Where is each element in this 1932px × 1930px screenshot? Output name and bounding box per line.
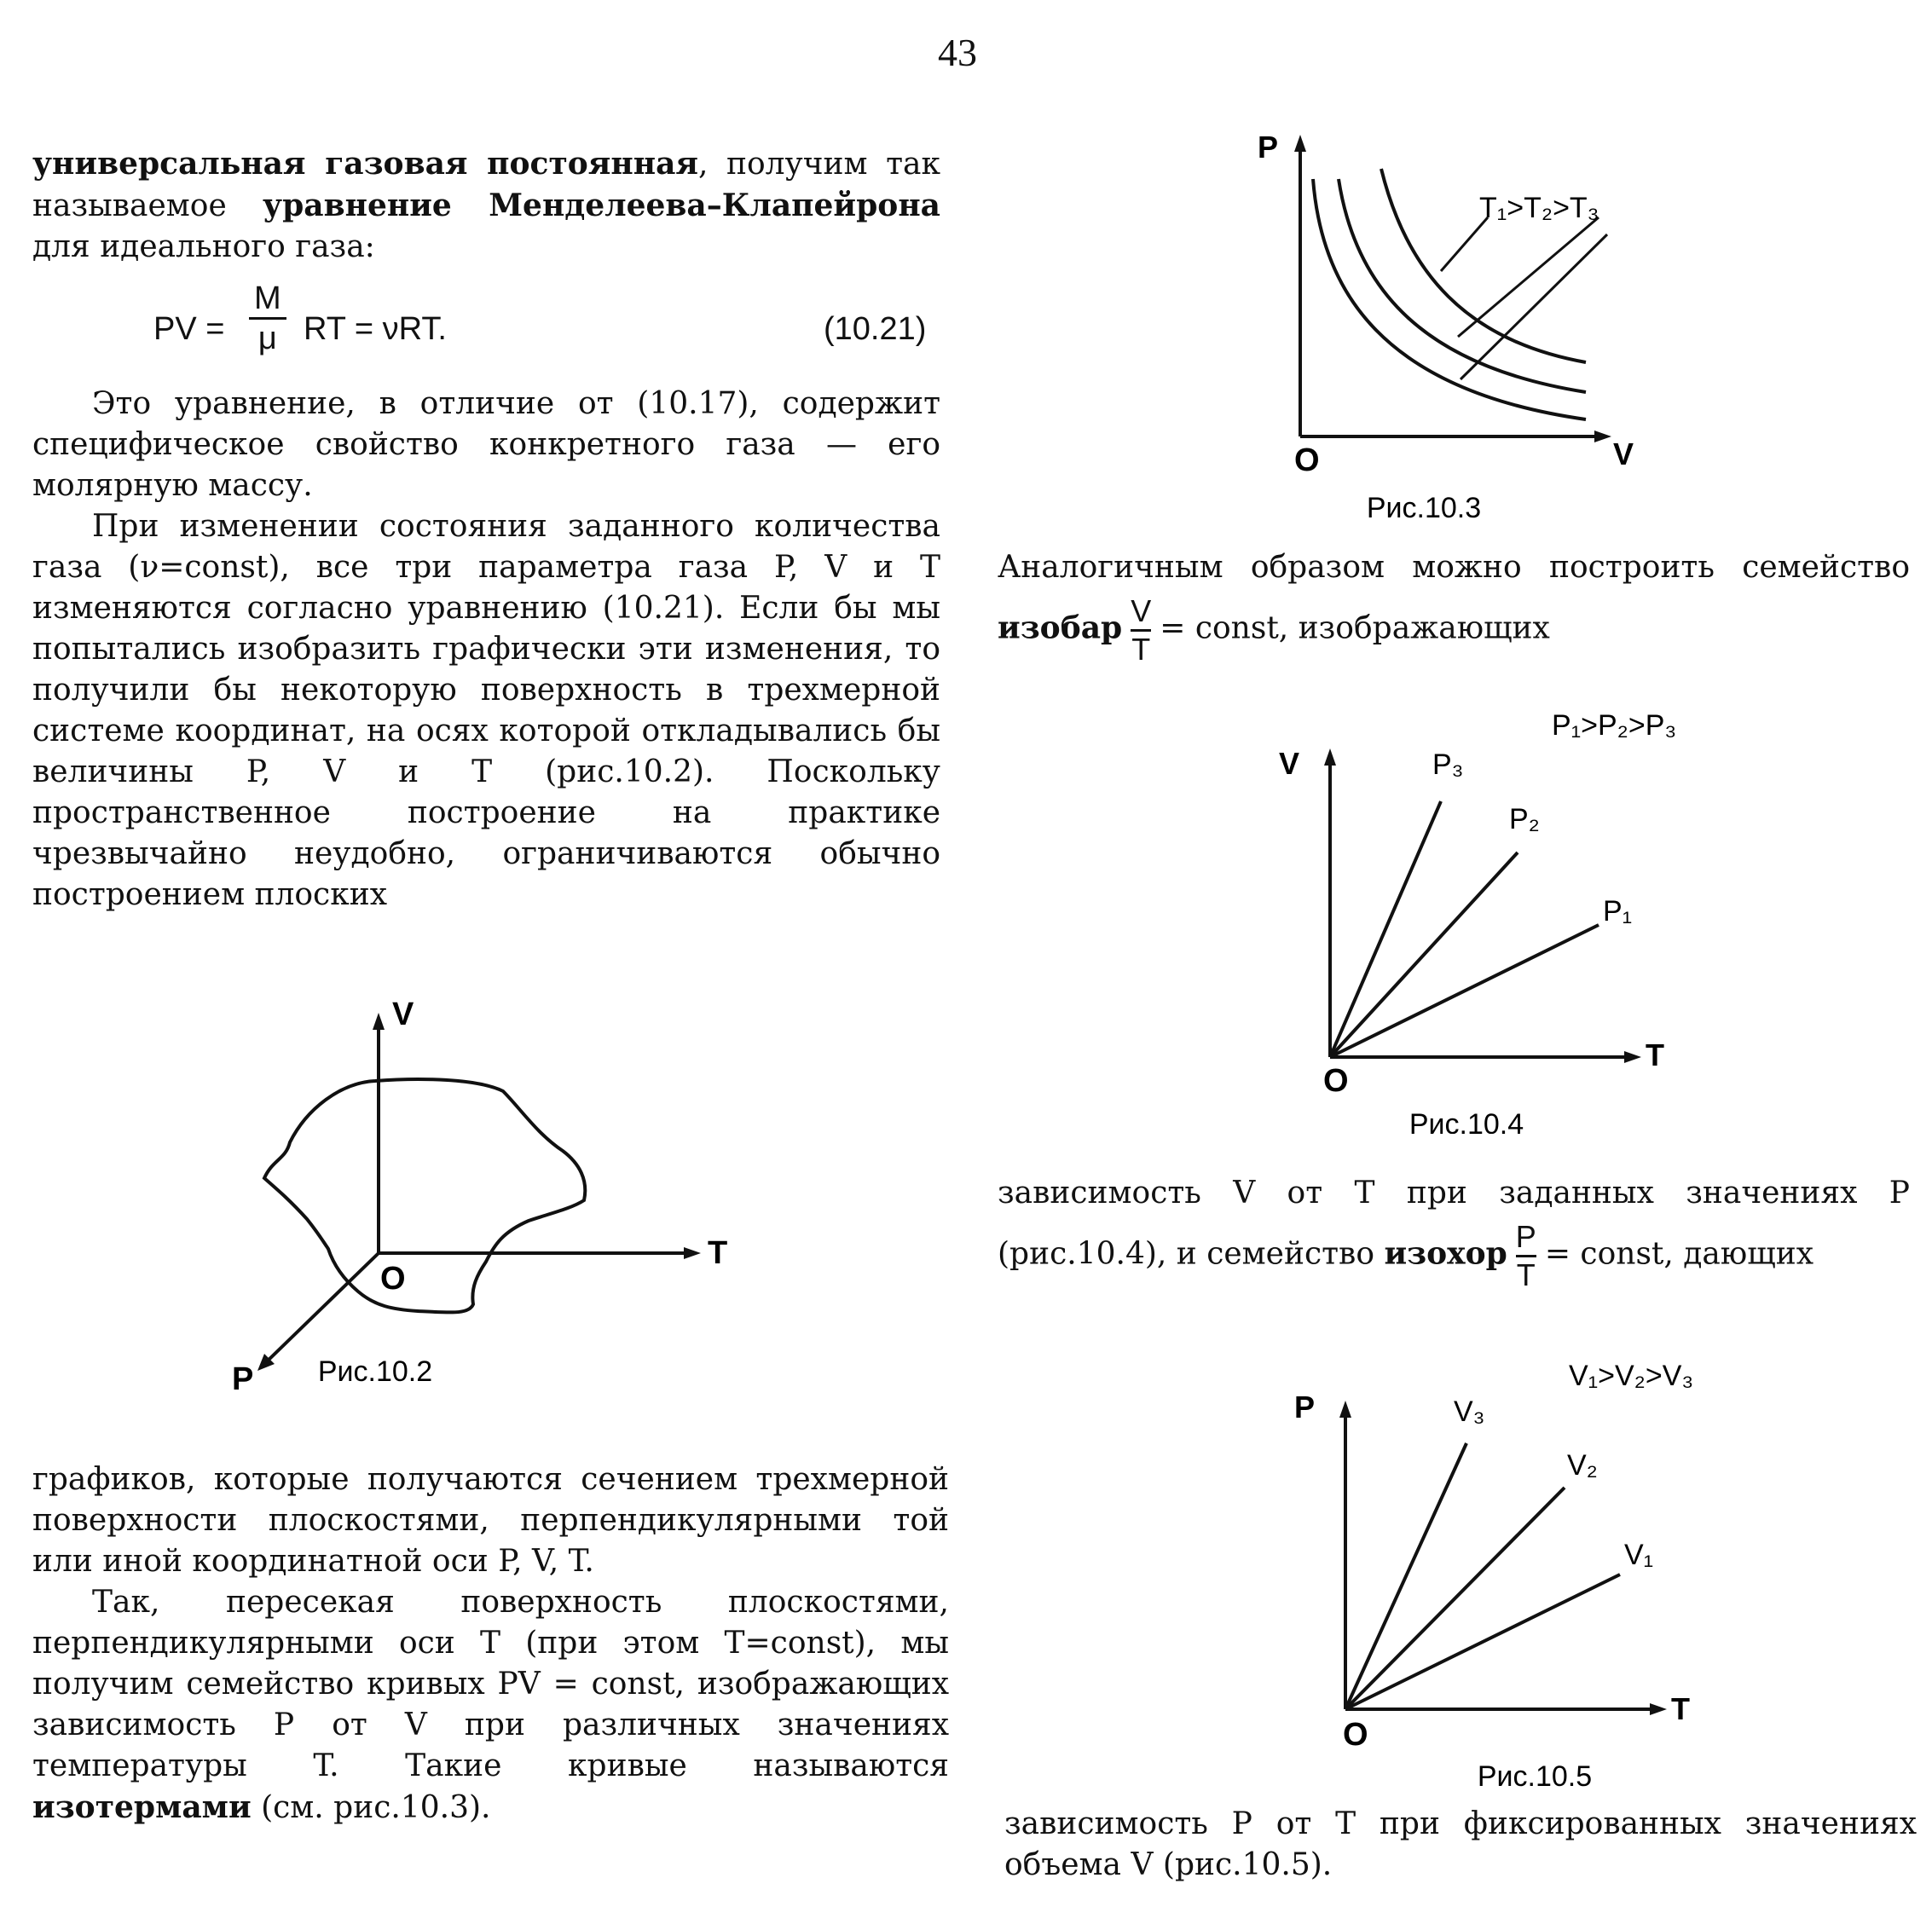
- fig104-axis-t: T: [1646, 1037, 1664, 1072]
- page-number: 43: [938, 31, 977, 74]
- fig102-axis-t: T: [708, 1235, 728, 1271]
- figure-10-5: [1279, 1351, 1722, 1794]
- fig102-axis-v: V: [392, 997, 414, 1032]
- fig102-axis-p: P: [232, 1361, 254, 1397]
- fig103-legend: T₁>T₂>T₃: [1479, 192, 1599, 224]
- fig105-label-v3: V₃: [1454, 1395, 1485, 1428]
- figure-10-2: [222, 989, 767, 1398]
- figure-10-3: [1245, 119, 1654, 529]
- fig104-label-p2: P₂: [1509, 803, 1540, 835]
- fig104-legend: P₁>P₂>P₃: [1552, 709, 1677, 742]
- left-column-lower: [32, 1459, 949, 1829]
- fig104-label-p3: P₃: [1432, 748, 1464, 781]
- fig103-caption: Рис.10.3: [1366, 492, 1482, 524]
- paragraph-state-change: При изменении состояния заданного количества газа (ν=const), все три параметра газа P, V и T изменяются согласно уравнению (10.21). Если бы мы попытались изобразить графически эти изменения, то получили бы некоторую поверхность в трехмерной системе координат, на осях которой откладывались бы величины P, V и T (рис.10.2). Поскольку пространственное построение на практике чрезвычайно неудобно, ограничиваются обычно построением плоских: [32, 509, 940, 912]
- fig105-origin: O: [1343, 1717, 1368, 1753]
- paragraph-isochores: зависимость V от T при заданных значениях P (рис.10.4), и семейство изохор $\frac{P}{T}$ = const, дающих: [998, 1176, 1910, 1292]
- paragraph-specific: Это уравнение, в отличие от (10.17), содержит специфическое свойство конкретного газа — его молярную массу.: [32, 386, 940, 503]
- fig103-axis-v: V: [1613, 436, 1634, 471]
- paragraph-intro: универсальная газовая постоянная, получим так называемое уравнение Менделеева–Клапейрона для идеального газа:: [32, 146, 940, 264]
- left-column-upper: [32, 143, 940, 916]
- fig104-axis-v: V: [1279, 746, 1300, 781]
- fig104-caption: Рис.10.4: [1409, 1108, 1524, 1134]
- fig105-label-v1: V₁: [1624, 1539, 1654, 1571]
- paragraph-graphs: графиков, которые получаются сечением трехмерной поверхности плоскостями, перпендикулярными той или иной координатной оси P, V, T.: [32, 1462, 949, 1579]
- fig103-origin: O: [1294, 442, 1320, 478]
- fig105-label-v2: V₂: [1567, 1449, 1598, 1482]
- fig104-label-p1: P₁: [1603, 895, 1633, 927]
- paragraph-isobars: Аналогичным образом можно построить семейство изобар $\frac{V}{T}$ = const, изображающих: [998, 550, 1910, 667]
- fig102-origin: O: [380, 1261, 406, 1297]
- fig105-axis-t: T: [1671, 1691, 1690, 1726]
- fig105-axis-p: P: [1294, 1390, 1316, 1424]
- fig102-caption: Рис.10.2: [317, 1355, 433, 1388]
- equation-10-21: PV = $\frac{M}{\mu}$ RT = νRT. (10.21): [153, 280, 927, 356]
- fig104-origin: O: [1323, 1063, 1349, 1099]
- fig103-axis-p: P: [1258, 130, 1279, 165]
- fig105-legend: V₁>V₂>V₃: [1569, 1360, 1694, 1392]
- paragraph-isotherms: Так, пересекая поверхность плоскостями, перпендикулярными оси T (при этом T=const), мы получим семейство кривых PV = const, изображающих зависимость P от V при различных значениях температуры T. Такие кривые называются изотермами (см. рис.10.3).: [32, 1585, 949, 1825]
- figure-10-4: [1262, 708, 1705, 1134]
- paragraph-isochores-end: зависимость P от T при фиксированных значениях объема V (рис.10.5).: [1004, 1806, 1917, 1882]
- fig105-caption: Рис.10.5: [1477, 1760, 1593, 1793]
